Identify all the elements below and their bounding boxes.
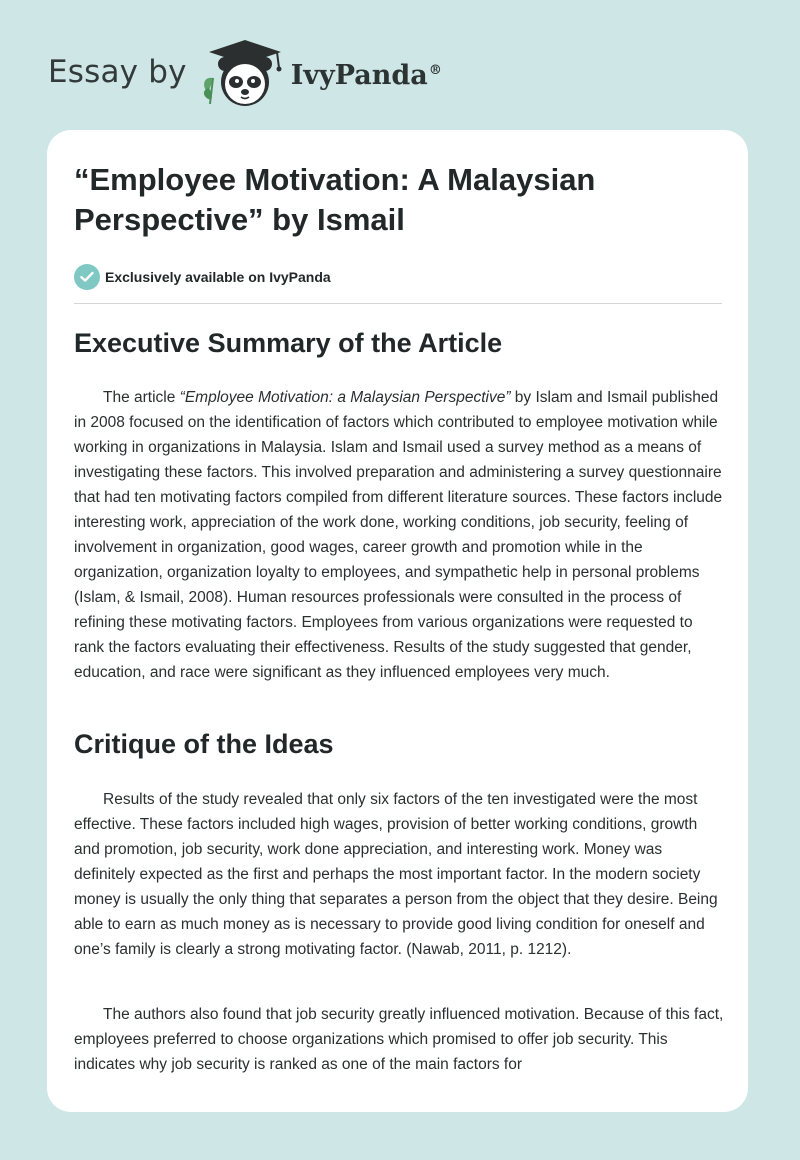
ivypanda-wordmark[interactable]: IvyPanda® [290, 59, 442, 91]
check-icon [74, 264, 100, 290]
critique-paragraph-1: Results of the study revealed that only six factors of the ten investigated were the most effective. These factors included high wages, provision of better working conditions, growth and promotion, job security, work done appreciation, and interesting work. Money was definitely expected as the first and perhaps the most important factor. In the modern society money is usually the only thing that separates a person from the object that they desire. Being able to earn as much money as is necessary to provide good living condition for oneself and one’s family is clearly a strong motivating factor. (Nawab, 2011, p. 1212). [74, 791, 718, 958]
exclusive-label: Exclusively available on IvyPanda [105, 269, 331, 285]
critique-paragraph-2: The authors also found that job security greatly influenced motivation. Because of this fact, employees preferred to choose organizations which promised to offer job security. This indicates why job security is ranked as one of the main factors for [74, 1006, 724, 1073]
essay-title: “Employee Motivation: A Malaysian Perspective” by Ismail [74, 162, 596, 237]
section-heading-summary: Executive Summary of the Article [74, 328, 503, 358]
exclusive-badge [74, 264, 331, 290]
divider [74, 303, 722, 304]
section-heading-critique: Critique of the Ideas [74, 729, 334, 759]
essay-card [47, 130, 748, 1112]
panda-graduate-icon [197, 34, 289, 110]
essay-by-label: Essay by [48, 54, 187, 90]
summary-paragraph: The article “Employee Motivation: a Malaysian Perspective” by Islam and Ismail published in 2008 focused on the identification of factors which contributed to employee motivation while working in organizations in Malaysia. Islam and Ismail used a survey method as a means of investigating these factors. This involved preparation and administering a survey questionnaire that had ten motivating factors compiled from different literature sources. These factors include interesting work, appreciation of the work done, working conditions, job security, feeling of involvement in organization, good wages, career growth and promotion while in the organization, organization loyalty to employees, and sympathetic help in personal problems (Islam, & Ismail, 2008). Human resources professionals were consulted in the process of refining these motivating factors. Employees from various organizations were requested to rank the factors evaluating their effectiveness. Results of the study suggested that gender, education, and race were significant as they influenced employees very much. [74, 389, 723, 681]
site-header [48, 34, 442, 110]
